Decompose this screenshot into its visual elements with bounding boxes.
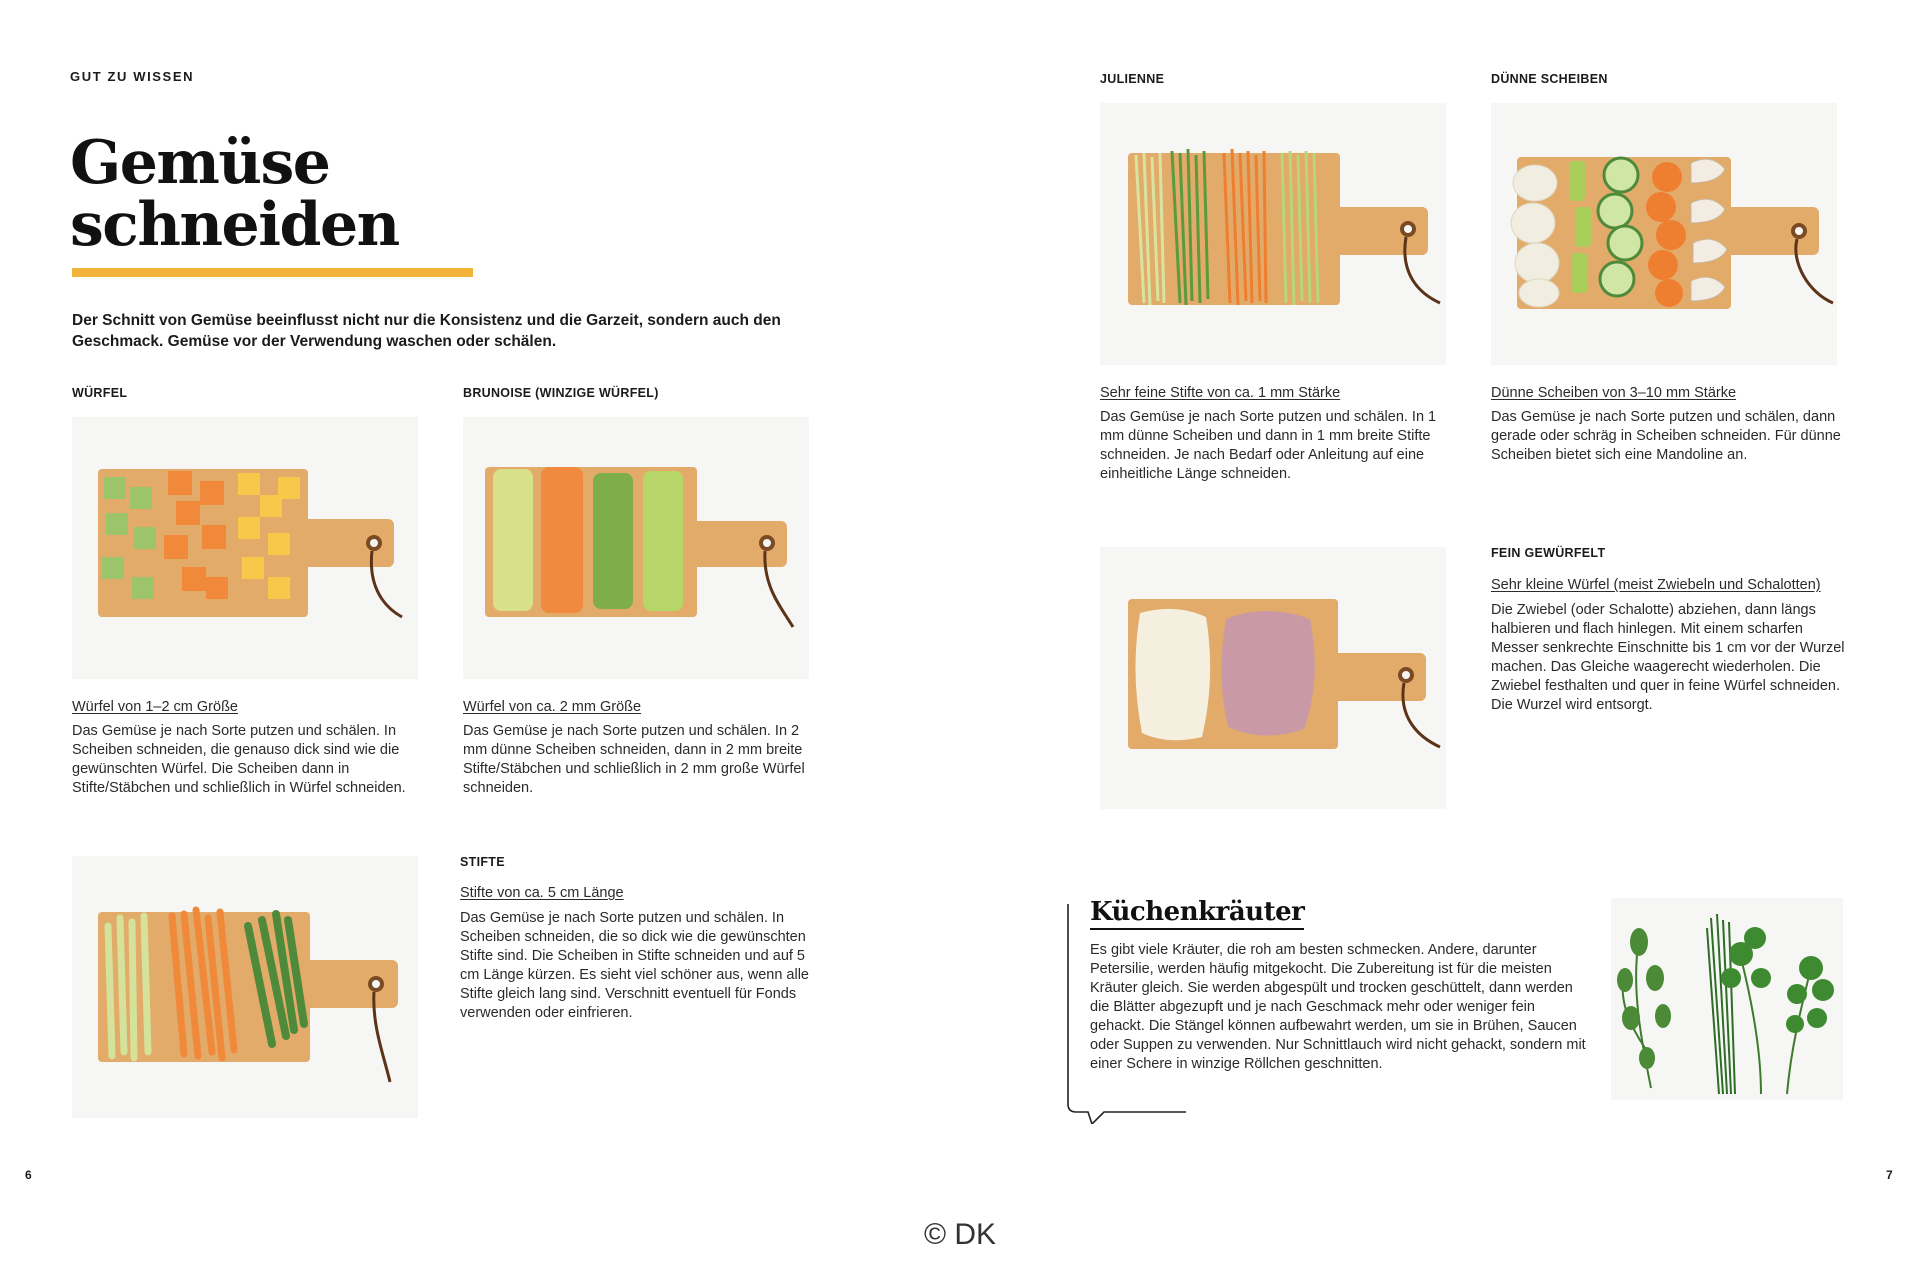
photo-wuerfel [72,417,418,679]
herbs-title: Küchenkräuter [1090,897,1304,930]
page-number-left: 6 [25,1168,32,1182]
heading-julienne: JULIENNE [1100,72,1165,86]
title-underline-bar [72,268,473,277]
heading-wuerfel: WÜRFEL [72,386,128,400]
photo-julienne [1100,103,1446,365]
subtitle-scheiben: Dünne Scheiben von 3–10 mm Stärke [1491,385,1737,401]
section-kicker: GUT ZU WISSEN [70,69,195,84]
page-title [70,128,399,260]
subtitle-fein: Sehr kleine Würfel (meist Zwiebeln und Schalotten) [1491,577,1821,593]
heading-brunoise: BRUNOISE (WINZIGE WÜRFEL) [463,386,659,400]
page-number-right: 7 [1886,1168,1893,1182]
text-fein: Die Zwiebel (oder Schalotte) abziehen, dann längs halbieren und flach hinlegen. Mit einem scharfen Messer senkrechte Einschnitte bis 1 cm vor der Wurzel machen. Das Gleiche waagerecht wiederholen. Die Zwiebel festhalten und quer in feine Würfel schneiden. Die Wurzel wird entsorgt. [1491,602,1845,713]
subtitle-wuerfel: Würfel von 1–2 cm Größe [72,699,238,715]
copyright-watermark: © DK [923,1218,997,1251]
herbs-text: Es gibt viele Kräuter, die roh am besten schmecken. Andere, darunter Petersilie, werden häufig mitgekocht. Die Zubereitung ist für die meisten Kräuter gleich. Sie werden abgespült und trocken geschüttelt, dann werden die Blätter abgezupft und je nach Geschmack mehr oder weniger fein gehackt. Die Stängel können aufbewahrt werden, um sie in Brühen, Saucen oder Suppen zu verwenden. Nur Schnittlauch wird nicht gehackt, sondern mit einer Schere in winzige Röllchen geschnitten. [1090,942,1586,1072]
subtitle-brunoise: Würfel von ca. 2 mm Größe [463,699,642,715]
photo-fein [1100,547,1446,809]
text-wuerfel: Das Gemüse je nach Sorte putzen und schälen. In Scheiben schneiden, die genauso dick sind wie die gewünschten Würfel. Die Scheiben dann in Stifte/Stäbchen und schließlich in Würfel schneiden. [72,723,406,796]
intro-text: Der Schnitt von Gemüse beeinflusst nicht nur die Konsistenz und die Garzeit, sondern auch den Geschmack. Gemüse vor der Verwendung waschen oder schälen. [72,312,781,350]
text-julienne: Das Gemüse je nach Sorte putzen und schälen. In 1 mm dünne Scheiben und dann in 1 mm breite Stifte schneiden. Je nach Bedarf oder Anleitung auf eine einheitliche Länge schneiden. [1100,409,1437,482]
photo-brunoise [463,417,809,679]
subtitle-julienne: Sehr feine Stifte von ca. 1 mm Stärke [1100,385,1341,401]
subtitle-stifte: Stifte von ca. 5 cm Länge [460,885,624,901]
page-title-line-1: Gemüse [70,128,330,198]
heading-fein: FEIN GEWÜRFELT [1491,546,1606,560]
text-stifte: Das Gemüse je nach Sorte putzen und schälen. In Scheiben schneiden, die so dick wie die gewünschten Stifte sind. Die Scheiben in Stifte schneiden und auf 5 cm Länge kürzen. Es sieht viel schöner aus, wenn alle Stifte gleich lang sind. Verschnitt eventuell für Fonds verwenden oder einfrieren. [460,910,809,1021]
page-title-line-2: schneiden [70,190,399,260]
text-scheiben: Das Gemüse je nach Sorte putzen und schälen, dann gerade oder schräg in Scheiben schneiden. Für dünne Scheiben bietet sich eine Mandoline an. [1491,409,1841,463]
heading-stifte: STIFTE [460,855,505,869]
photo-scheiben [1491,103,1837,365]
photo-stifte [72,856,418,1118]
text-brunoise: Das Gemüse je nach Sorte putzen und schälen. In 2 mm dünne Scheiben schneiden, dann in 2 mm breite Stifte/Stäbchen und schließlich in 2 mm große Würfel schneiden. [463,723,805,796]
photo-herbs [1611,898,1843,1100]
heading-scheiben: DÜNNE SCHEIBEN [1491,72,1608,86]
